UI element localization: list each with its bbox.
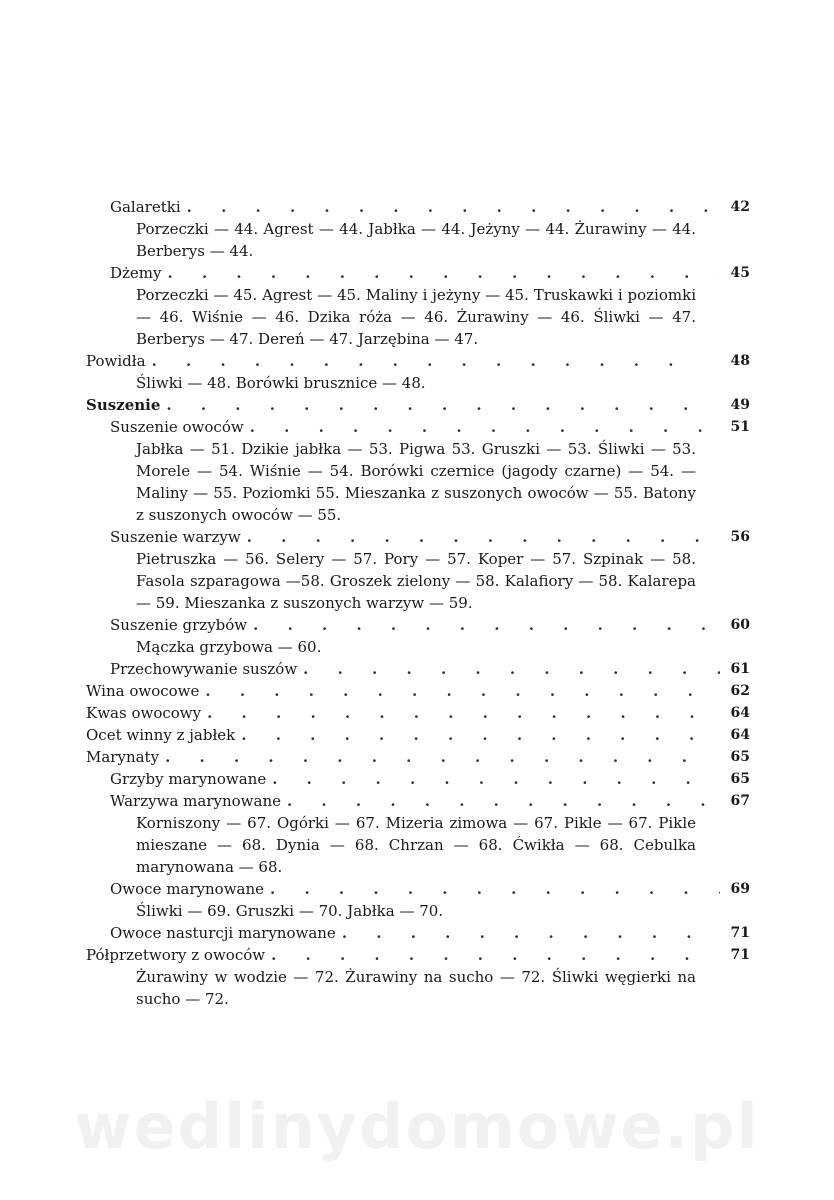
toc-entry-grzyby-marynowane bbox=[86, 768, 750, 790]
toc-entry-suszenie-warzyw bbox=[86, 526, 750, 548]
dot-leader bbox=[241, 724, 696, 746]
toc-description: Śliwki — 48. Borówki brusznice — 48. bbox=[136, 374, 426, 392]
toc-entry-nasturcja bbox=[86, 922, 750, 944]
toc-title: Kwas owocowy bbox=[86, 704, 202, 722]
toc-title: Powidła bbox=[86, 352, 146, 370]
toc-entry-dzemy bbox=[86, 262, 750, 284]
dot-leader bbox=[166, 394, 696, 416]
toc-entry-przechowywanie bbox=[86, 658, 750, 680]
toc-page-number: 67 bbox=[730, 793, 750, 809]
toc-description: Pietruszka — 56. Selery — 57. Pory — 57. Koper — 57. Szpinak — 58. Fasola szparagowa —58. Groszek zielony — 58. Kalafiory — 58. Kalarepa — 59. Mieszanka z suszonych warzyw — 59. bbox=[136, 550, 696, 612]
toc-description: Jabłka — 51. Dzikie jabłka — 53. Pigwa 53. Gruszki — 53. Śliwki — 53. Morele — 54. Wiśnie — 54. Borówki czernice (jagody czarne) — 54. — Maliny — 55. Poziomki 55. Mieszanka z suszonych owoców — 55. Batony z suszonych owoców — 55. bbox=[136, 440, 696, 524]
toc-page-number: 71 bbox=[730, 947, 750, 963]
dot-leader bbox=[287, 790, 720, 812]
toc-description: Śliwki — 69. Gruszki — 70. Jabłka — 70. bbox=[136, 902, 444, 920]
dot-leader bbox=[168, 262, 720, 284]
toc-page-number: 61 bbox=[730, 661, 750, 677]
toc-page-number: 69 bbox=[730, 881, 750, 897]
toc-description: Żurawiny w wodzie — 72. Żurawiny na sucho — 72. Śliwki węgierki na sucho — 72. bbox=[136, 968, 696, 1008]
toc-entry-suszenie-owocow bbox=[86, 416, 750, 438]
toc-title: Przechowywanie suszów bbox=[110, 660, 298, 678]
dot-leader bbox=[253, 614, 720, 636]
toc-page-number: 62 bbox=[730, 683, 750, 699]
dot-leader bbox=[250, 416, 720, 438]
dot-leader bbox=[152, 350, 696, 372]
toc-page-number: 45 bbox=[730, 265, 750, 281]
toc-description: Porzeczki — 45. Agrest — 45. Maliny i jeżyny — 45. Truskawki i poziomki — 46. Wiśnie — 46. Dzika róża — 46. Żurawiny — 46. Śliwki — 47. Berberys — 47. Dereń — 47. Jarzębina — 47. bbox=[136, 286, 696, 348]
dot-leader bbox=[270, 878, 720, 900]
toc-title: Grzyby marynowane bbox=[110, 770, 267, 788]
toc-page-number: 56 bbox=[730, 529, 750, 545]
dot-leader bbox=[342, 922, 720, 944]
toc-page-number: 49 bbox=[730, 397, 750, 413]
toc-title: Owoce marynowane bbox=[110, 880, 265, 898]
toc-page-number: 42 bbox=[730, 199, 750, 215]
toc-entry-warzywa-marynowane bbox=[86, 790, 750, 812]
dot-leader bbox=[165, 746, 696, 768]
toc-page-number: 64 bbox=[730, 727, 750, 743]
toc-entry-wina bbox=[86, 680, 750, 702]
toc-title: Owoce nasturcji marynowane bbox=[110, 924, 336, 942]
toc-entry-marynaty bbox=[86, 746, 750, 768]
toc-title: Dżemy bbox=[110, 264, 162, 282]
dot-leader bbox=[187, 196, 720, 218]
toc-page-number: 51 bbox=[730, 419, 750, 435]
toc-title: Suszenie warzyw bbox=[110, 528, 241, 546]
toc-description: Korniszony — 67. Ogórki — 67. Mizeria zimowa — 67. Pikle — 67. Pikle mieszane — 68. Dynia — 68. Chrzan — 68. Ćwikła — 68. Cebulka marynowana — 68. bbox=[136, 814, 696, 876]
dot-leader bbox=[205, 680, 696, 702]
toc-page-number: 65 bbox=[730, 771, 750, 787]
table-of-contents bbox=[86, 196, 750, 1010]
toc-page-number: 71 bbox=[730, 925, 750, 941]
dot-leader bbox=[303, 658, 720, 680]
toc-title: Wina owocowe bbox=[86, 682, 200, 700]
toc-title: Marynaty bbox=[86, 748, 160, 766]
toc-title: Ocet winny z jabłek bbox=[86, 726, 236, 744]
dot-leader bbox=[272, 768, 720, 790]
toc-title: Warzywa marynowane bbox=[110, 792, 281, 810]
toc-title: Suszenie grzybów bbox=[110, 616, 248, 634]
toc-entry-ocet bbox=[86, 724, 750, 746]
toc-entry-powidla bbox=[86, 350, 750, 372]
toc-entry-polprzetwory bbox=[86, 944, 750, 966]
toc-description: Mączka grzybowa — 60. bbox=[136, 638, 322, 656]
watermark: wedlinydomowe.pl bbox=[74, 1090, 760, 1163]
toc-title: Półprzetwory z owoców bbox=[86, 946, 266, 964]
toc-entry-kwas bbox=[86, 702, 750, 724]
toc-entry-galaretki bbox=[86, 196, 750, 218]
toc-page-number: 65 bbox=[730, 749, 750, 765]
toc-title: Galaretki bbox=[110, 198, 181, 216]
toc-page-number: 60 bbox=[730, 617, 750, 633]
toc-description: Porzeczki — 44. Agrest — 44. Jabłka — 44. Jeżyny — 44. Żurawiny — 44. Berberys — 44. bbox=[136, 220, 696, 260]
dot-leader bbox=[207, 702, 696, 724]
toc-entry-owoce-marynowane bbox=[86, 878, 750, 900]
dot-leader bbox=[271, 944, 696, 966]
toc-entry-suszenie-grzybow bbox=[86, 614, 750, 636]
toc-page-number: 48 bbox=[730, 353, 750, 369]
toc-entry-suszenie bbox=[86, 394, 750, 416]
dot-leader bbox=[247, 526, 720, 548]
toc-page-number: 64 bbox=[730, 705, 750, 721]
toc-title: Suszenie bbox=[86, 396, 161, 414]
toc-title: Suszenie owoców bbox=[110, 418, 244, 436]
